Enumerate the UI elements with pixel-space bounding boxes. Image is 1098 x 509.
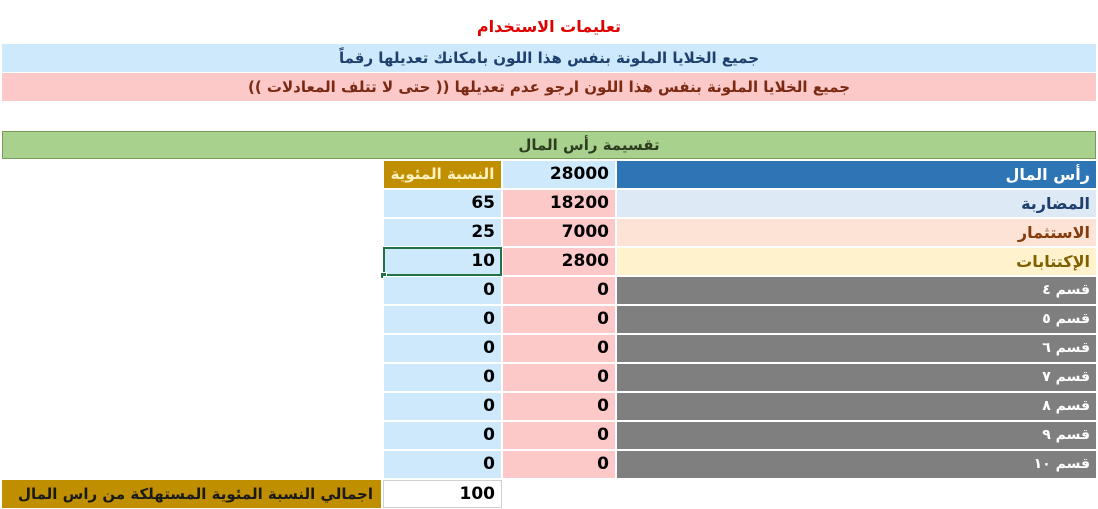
value-cell-section-9[interactable]: 0 xyxy=(502,421,616,450)
label-cell-section-8[interactable]: قسم ٨ xyxy=(616,392,1097,421)
total-percent-label[interactable]: اجمالي النسبة المئوية المستهلكة من راس المال xyxy=(2,480,381,508)
instructions-title: تعليمات الاستخدام xyxy=(476,17,622,36)
capital-label[interactable]: رأس المال xyxy=(616,160,1097,189)
capital-split-title[interactable] xyxy=(2,131,1096,159)
value-cell-section-6[interactable]: 0 xyxy=(502,334,616,363)
label-cell-section-9[interactable]: قسم ٩ xyxy=(616,421,1097,450)
capital-split-title-text: تقسيمة رأس المال xyxy=(518,136,660,154)
value-cell-section-5[interactable]: 0 xyxy=(502,305,616,334)
percent-cell-section-10[interactable]: 0 xyxy=(383,450,502,479)
value-cell-speculation[interactable]: 18200 xyxy=(502,189,616,218)
value-cell-section-7[interactable]: 0 xyxy=(502,363,616,392)
capital-total-value[interactable]: 28000 xyxy=(502,160,616,189)
percent-cell-section-5[interactable]: 0 xyxy=(383,305,502,334)
label-cell-section-10[interactable]: قسم ١٠ xyxy=(616,450,1097,479)
percent-cell-section-8[interactable]: 0 xyxy=(383,392,502,421)
percent-cell-investment[interactable]: 25 xyxy=(383,218,502,247)
editable-color-note[interactable]: جميع الخلايا الملونة بنفس هذا اللون بامكانك تعديلها رقماً xyxy=(2,44,1096,72)
percent-cell-section-4[interactable]: 0 xyxy=(383,276,502,305)
percent-cell-speculation[interactable]: 65 xyxy=(383,189,502,218)
label-cell-section-6[interactable]: قسم ٦ xyxy=(616,334,1097,363)
label-cell-section-5[interactable]: قسم ٥ xyxy=(616,305,1097,334)
percent-cell-section-7[interactable]: 0 xyxy=(383,363,502,392)
percent-cell-section-6[interactable]: 0 xyxy=(383,334,502,363)
label-cell-section-4[interactable]: قسم ٤ xyxy=(616,276,1097,305)
label-cell-section-7[interactable]: قسم ٧ xyxy=(616,363,1097,392)
locked-color-note[interactable]: جميع الخلايا الملونة بنفس هذا اللون ارجو عدم تعديلها (( حتى لا تتلف المعادلات )) xyxy=(2,73,1096,101)
percent-cell-ipo[interactable]: 10 xyxy=(383,247,502,276)
value-cell-investment[interactable]: 7000 xyxy=(502,218,616,247)
label-cell-ipo[interactable]: الإكتتابات xyxy=(616,247,1097,276)
label-cell-investment[interactable]: الاستثمار xyxy=(616,218,1097,247)
total-percent-value[interactable]: 100 xyxy=(383,480,502,508)
value-cell-section-8[interactable]: 0 xyxy=(502,392,616,421)
percent-column-header[interactable]: النسبة المئوية xyxy=(383,160,502,189)
percent-cell-section-9[interactable]: 0 xyxy=(383,421,502,450)
value-cell-ipo[interactable]: 2800 xyxy=(502,247,616,276)
label-cell-speculation[interactable]: المضاربة xyxy=(616,189,1097,218)
value-cell-section-10[interactable]: 0 xyxy=(502,450,616,479)
value-cell-section-4[interactable]: 0 xyxy=(502,276,616,305)
